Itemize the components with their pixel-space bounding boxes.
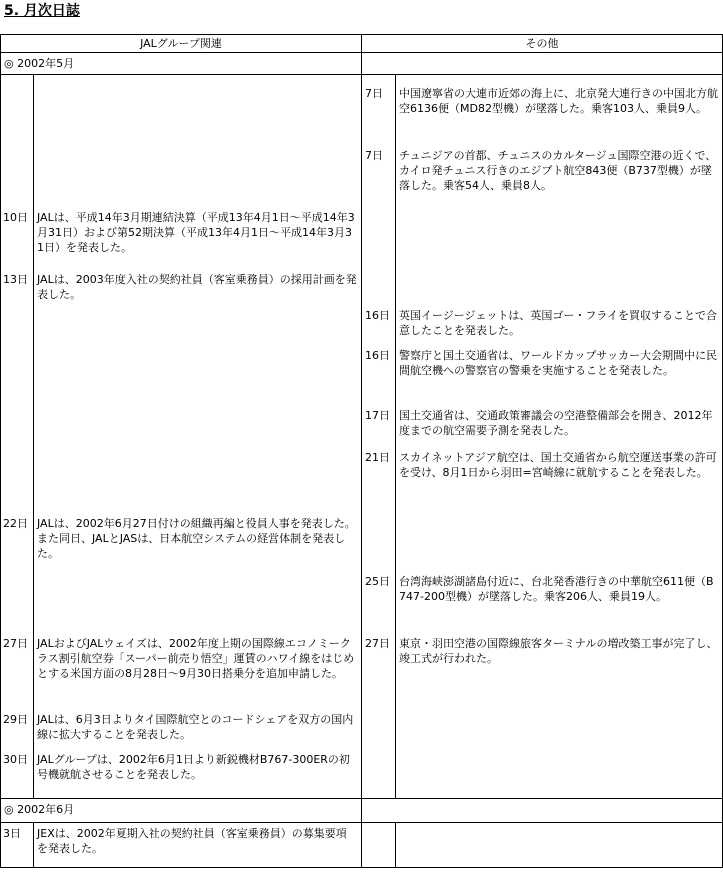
entry-day: 21日 (365, 451, 390, 464)
entry-text: 警察庁と国土交通省は、ワールドカップサッカー大会期間中に民間航空機への警察官の警乗を実施することを発表した。 (399, 349, 718, 377)
day-column-divider (395, 822, 396, 867)
entry-day: 22日 (3, 517, 28, 530)
entry-day: 27日 (365, 637, 390, 650)
day-column-divider (33, 74, 34, 798)
entry-text: JALは、2002年6月27日付けの組織再編と役員人事を発表した。また同日、JALとJASは、日本航空システムの経営体制を発表した。 (37, 517, 356, 560)
entry-day: 29日 (3, 713, 28, 726)
entry-text: スカイネットアジア航空は、国土交通省から航空運送事業の許可を受け、8月1日から羽田=宮崎線に就航することを発表した。 (399, 451, 717, 479)
entry-day: 16日 (365, 309, 390, 322)
entry-day: 27日 (3, 637, 28, 650)
day-column-divider (395, 74, 396, 798)
entry-text: 中国遼寧省の大連市近郊の海上に、北京発大連行きの中国北方航空6136便（MD82型機）が墜落した。乗客103人、乗員9人。 (399, 87, 718, 115)
entry-day: 7日 (365, 87, 383, 100)
entry-text: JALは、2003年度入社の契約社員（客室乗務員）の採用計画を発表した。 (37, 273, 357, 301)
column-divider (361, 34, 362, 868)
entry-day: 3日 (3, 827, 21, 840)
day-column-divider (33, 822, 34, 867)
month-label-may: ◎ 2002年5月 (4, 57, 75, 70)
entry-text: JALおよびJALウェイズは、2002年度上期の国際線エコノミークラス割引航空券「スーパー前売り悟空」運賃のハワイ線をはじめとする米国方面の8月28日～9月30日搭乗分を追加申請した。 (37, 637, 355, 680)
entry-day: 13日 (3, 273, 28, 286)
entry-day: 30日 (3, 753, 28, 766)
table-border-left (0, 34, 1, 868)
entry-text: 国土交通省は、交通政策審議会の空港整備部会を開き、2012年度までの航空需要予測を発表した。 (399, 409, 713, 437)
header-other: その他 (525, 37, 559, 50)
month-label-june: ◎ 2002年6月 (4, 803, 75, 816)
entry-text: JALは、6月3日よりタイ国際航空とのコードシェアを双方の国内線に拡大することを発表した。 (37, 713, 354, 741)
entry-text: 東京・羽田空港の国際線旅客ターミナルの増改築工事が完了し、竣工式が行われた。 (399, 637, 718, 665)
entry-day: 17日 (365, 409, 390, 422)
entry-text: JEXは、2002年夏期入社の契約社員（客室乗務員）の募集要項を発表した。 (37, 827, 347, 855)
header-jal-group: JALグループ関連 (140, 37, 222, 50)
entry-day: 25日 (365, 575, 390, 588)
entry-text: チュニジアの首都、チュニスのカルタージュ国際空港の近くで、カイロ発チュニス行きのエジプト航空843便（B737型機）が墜落した。乗客54人、乗員8人。 (399, 149, 717, 192)
journal-table (0, 34, 723, 868)
entry-day: 7日 (365, 149, 383, 162)
entry-text: JALは、平成14年3月期連結決算（平成13年4月1日～平成14年3月31日）および第52期決算（平成13年4月1日～平成14年3月31日）を発表した。 (37, 211, 355, 254)
entry-text: JALグループは、2002年6月1日より新鋭機材B767-300ERの初号機就航させることを発表した。 (37, 753, 350, 781)
page-title: 5. 月次日誌 (4, 3, 80, 19)
entry-day: 16日 (365, 349, 390, 362)
entry-text: 台湾海峡澎湖諸島付近に、台北発香港行きの中華航空611便（B747-200型機）が墜落した。乗客206人、乗員19人。 (399, 575, 714, 603)
entry-text: 英国イージージェットは、英国ゴー・フライを買収することで合意したことを発表した。 (399, 309, 718, 337)
entry-day: 10日 (3, 211, 28, 224)
